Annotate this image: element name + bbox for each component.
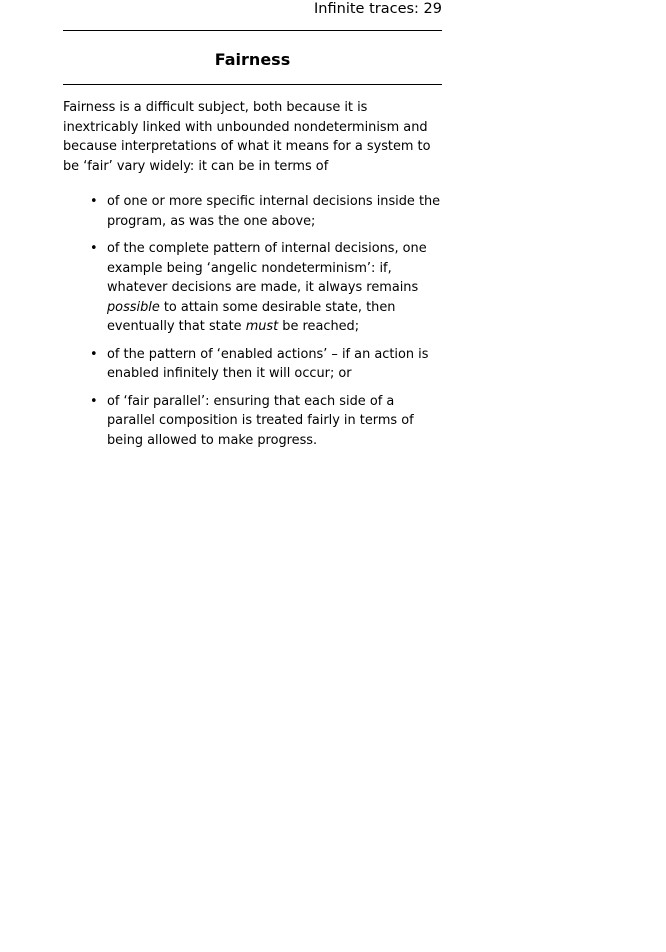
fairness-list (63, 192, 442, 450)
bullet-icon: • (90, 194, 98, 209)
list-item (63, 392, 442, 451)
list-item-text: of the pattern of ‘enabled actions’ – if an action is enabled infinitely then it will occur; or (107, 346, 429, 381)
list-item (63, 345, 442, 384)
emphasis-must: must (245, 319, 279, 334)
section-title: Fairness (214, 50, 291, 69)
intro-paragraph: Fairness is a difficult subject, both because it is inextricably linked with unbounded nondeterminism and because interpretations of what it means for a system to be ‘fair’ vary widely: it can be in terms of (63, 100, 431, 174)
list-item-text: of one or more specific internal decisions inside the program, as was the one above; (107, 194, 441, 229)
list-item-text: of the complete pattern of internal decisions, one example being ‘angelic nondeterminism’: if, whatever decisions are made, it always remains (107, 241, 427, 295)
emphasis-possible: possible (107, 299, 160, 315)
list-item-text: be reached; (278, 319, 360, 334)
section-body (63, 98, 442, 458)
list-item (63, 239, 442, 337)
bullet-icon: • (90, 346, 98, 362)
list-item-text: to attain some desirable state, then eventually that state (107, 299, 396, 334)
bullet-icon: • (90, 393, 98, 409)
bottom-rule (63, 84, 442, 85)
top-rule (63, 30, 442, 31)
list-item-text: of ‘fair parallel’: ensuring that each side of a parallel composition is treated fairly in terms of being allowed to make progress. (107, 393, 414, 448)
bullet-icon: • (90, 241, 98, 256)
list-item (63, 192, 442, 231)
running-head: Infinite traces: 29 (314, 1, 442, 17)
